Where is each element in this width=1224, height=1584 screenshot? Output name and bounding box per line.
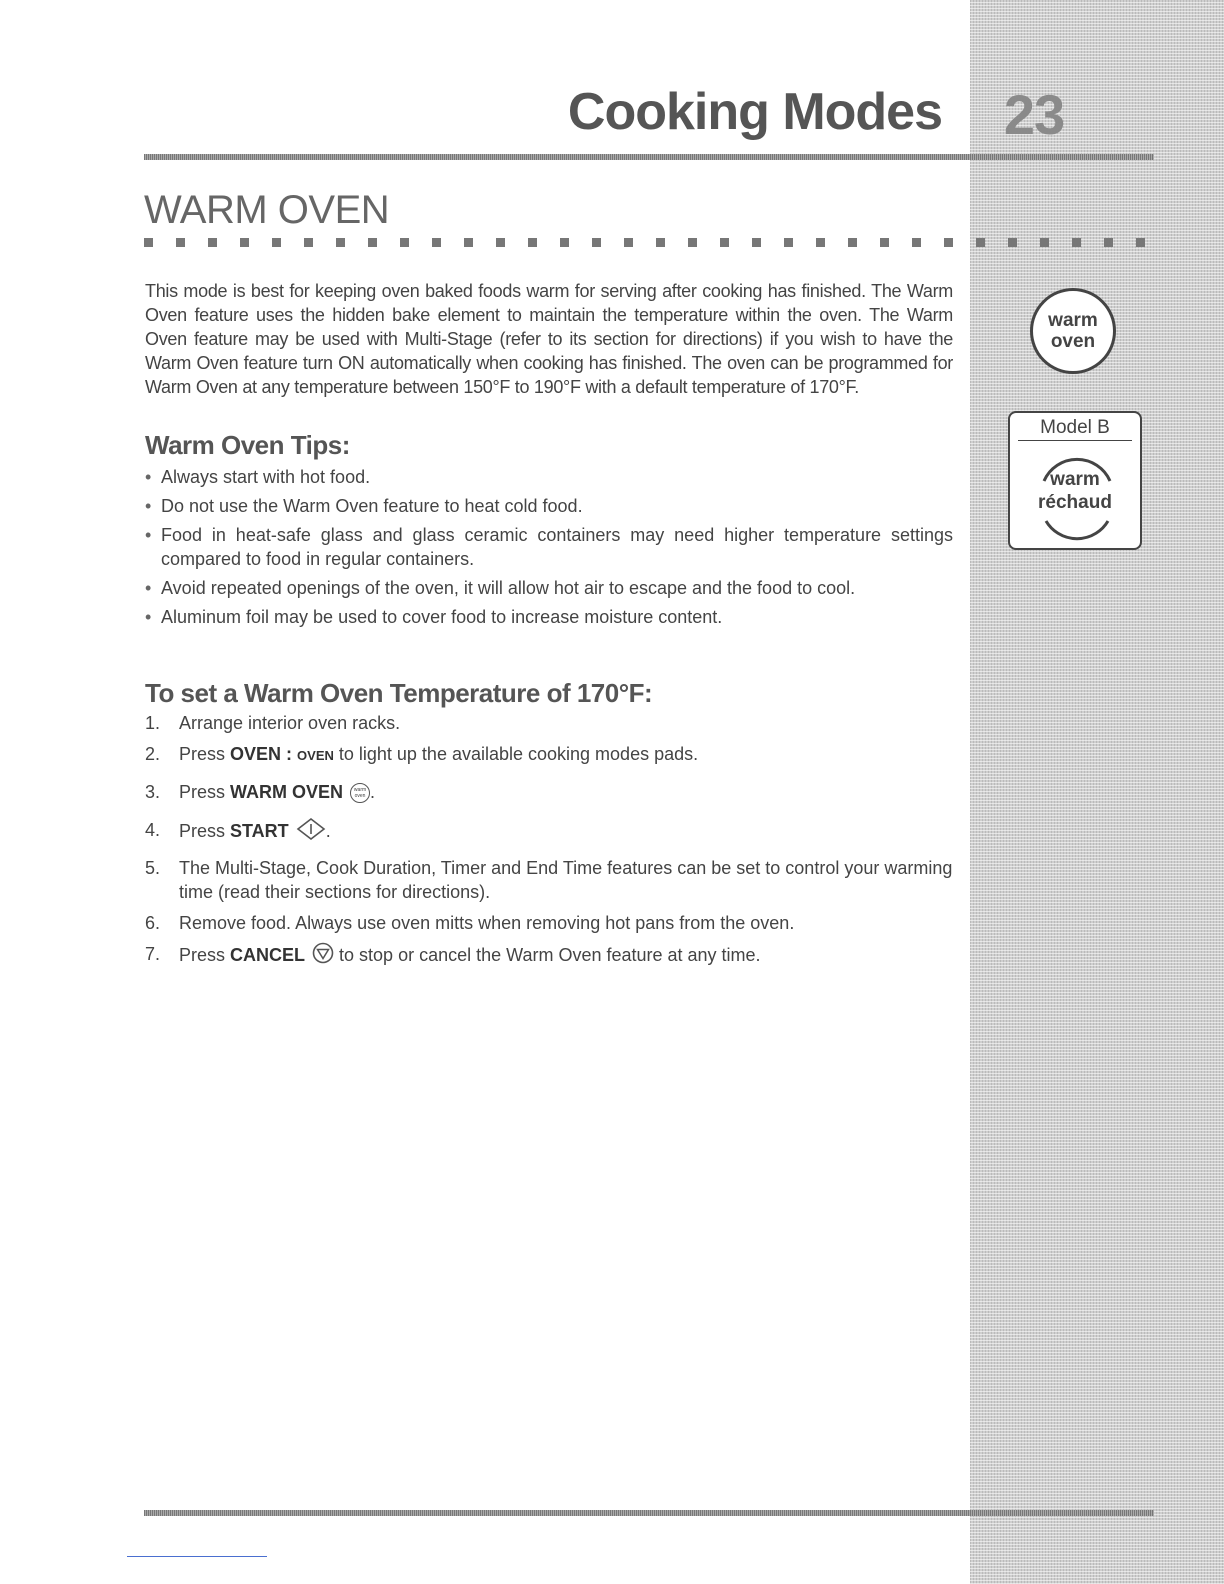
step-pre: Press bbox=[179, 820, 231, 841]
step-item bbox=[145, 942, 953, 970]
main-content bbox=[145, 279, 953, 977]
warm-oven-keyword: WARM OVEN bbox=[230, 782, 344, 802]
header-rule bbox=[144, 154, 1154, 160]
tip-item: • Aluminum foil may be used to cover food to increase moisture content. bbox=[145, 605, 953, 629]
step-number: 7. bbox=[145, 944, 161, 964]
step-number: 2. bbox=[145, 744, 161, 764]
tips-heading: Warm Oven Tips: bbox=[145, 430, 350, 460]
step-item bbox=[145, 911, 953, 935]
warm-rechaud-line1: warm bbox=[1050, 469, 1100, 490]
tip-item: • Always start with hot food. bbox=[145, 465, 953, 489]
page-title: Cooking Modes bbox=[567, 83, 942, 141]
step-pre: Press bbox=[179, 782, 231, 802]
step-item bbox=[145, 818, 953, 846]
cancel-keyword: CANCEL bbox=[230, 944, 306, 965]
oven-pad-label: OVEN bbox=[297, 748, 334, 763]
step-item bbox=[145, 742, 953, 768]
warm-rechaud-line2: réchaud bbox=[1038, 492, 1112, 513]
warm-oven-button-line1: warm bbox=[1048, 310, 1098, 331]
tips-list bbox=[145, 465, 953, 629]
step-item bbox=[145, 780, 953, 804]
step-separator: : bbox=[281, 744, 298, 764]
step-number: 5. bbox=[145, 858, 161, 878]
section-title: WARM OVEN bbox=[144, 188, 390, 232]
step-post: to light up the available cooking modes pads. bbox=[333, 744, 699, 764]
warm-oven-button[interactable] bbox=[1030, 288, 1116, 374]
model-b-label: Model B bbox=[1018, 415, 1132, 441]
oven-keyword: OVEN bbox=[230, 744, 282, 764]
step-pre: Press bbox=[179, 744, 231, 764]
step-item bbox=[145, 711, 953, 735]
model-b-panel bbox=[1008, 411, 1142, 550]
steps-list bbox=[145, 711, 953, 970]
warm-oven-pad-icon: warm oven bbox=[350, 783, 370, 803]
cancel-triangle-icon bbox=[312, 942, 334, 970]
step-pre: Press bbox=[179, 944, 231, 965]
warm-oven-button-line2: oven bbox=[1050, 331, 1096, 352]
start-diamond-icon bbox=[296, 818, 326, 846]
step-text: The Multi-Stage, Cook Duration, Timer and End Time features can be set to control your warming time (read their sections for directions). bbox=[179, 858, 953, 902]
step-number: 4. bbox=[145, 820, 161, 840]
start-keyword: START bbox=[230, 820, 289, 841]
step-number: 6. bbox=[145, 913, 161, 933]
tip-item: • Do not use the Warm Oven feature to heat cold food. bbox=[145, 494, 953, 518]
footer-link-line bbox=[127, 1556, 267, 1557]
page-number: 23 bbox=[1003, 83, 1065, 146]
step-number: 1. bbox=[145, 713, 161, 733]
step-number: 3. bbox=[145, 782, 161, 802]
warm-rechaud-button[interactable] bbox=[1010, 447, 1140, 547]
tip-item: • Food in heat-safe glass and glass ceramic containers may need higher temperature settings compared to food in regular containers. bbox=[145, 523, 953, 571]
section-divider bbox=[144, 236, 1154, 250]
tip-item: • Avoid repeated openings of the oven, it will allow hot air to escape and the food to cool. bbox=[145, 576, 953, 600]
step-text: Remove food. Always use oven mitts when removing hot pans from the oven. bbox=[179, 913, 795, 933]
step-post: . bbox=[325, 820, 331, 841]
step-item bbox=[145, 856, 953, 904]
step-post: to stop or cancel the Warm Oven feature at any time. bbox=[334, 944, 761, 965]
step-text: Arrange interior oven racks. bbox=[179, 713, 401, 733]
step-post: . bbox=[370, 782, 376, 802]
footer-rule bbox=[144, 1510, 1154, 1516]
intro-paragraph: This mode is best for keeping oven baked foods warm for serving after cooking has finished. The Warm Oven feature uses the hidden bake element to maintain the temperature within the oven. The Warm Oven feature may be used with Multi-Stage (refer to its section for directions) if you wish to have the Warm Oven feature turn ON automatically when cooking has finished. The oven can be programmed for Warm Oven at any temperature between 150°F to 190°F with a default temperature of 170°F. bbox=[145, 281, 953, 397]
steps-heading: To set a Warm Oven Temperature of 170°F: bbox=[145, 678, 653, 708]
